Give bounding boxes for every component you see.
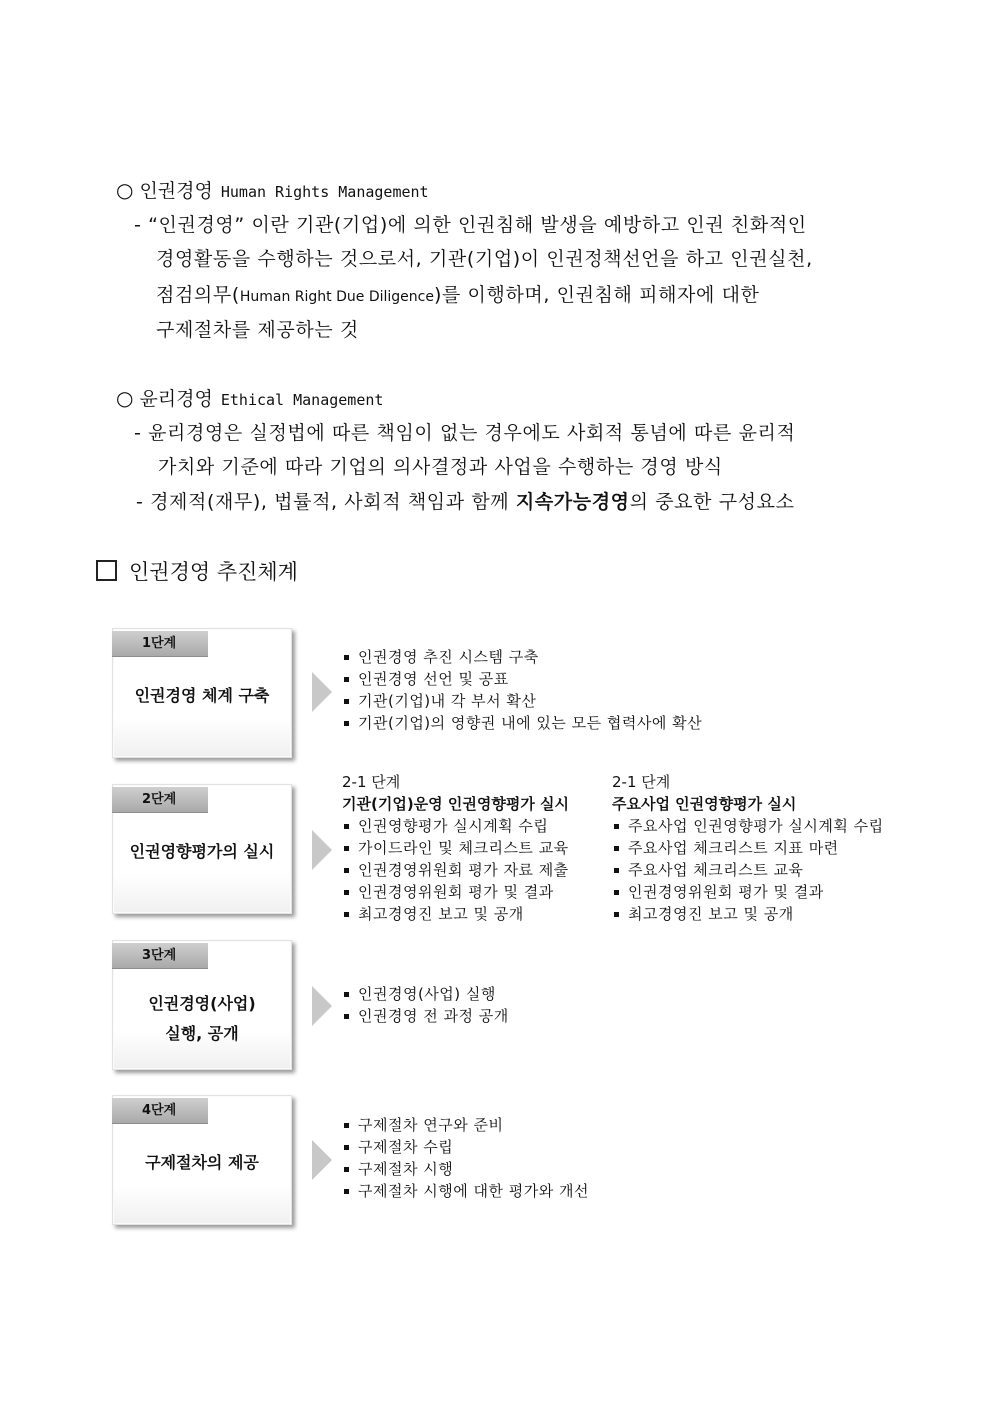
list-item: 주요사업 체크리스트 교육 [612,859,884,881]
stage-1-list [342,646,702,734]
chevron-right-icon [312,1140,332,1180]
stage-3-tag: 3단계 [112,943,208,969]
list-item: 주요사업 체크리스트 지표 마련 [612,837,884,859]
system-title: 인권경영 추진체계 [96,556,298,586]
stage-2-card [112,784,292,914]
checkbox-square-icon [96,560,117,581]
stage-2-left-step: 2-1 단계 [342,773,401,791]
ethical-heading-ko: 윤리경영 [139,388,213,410]
chevron-right-icon [312,672,332,712]
stage-2-right-list [612,815,884,925]
list-item: 최고경영진 보고 및 공개 [342,903,569,925]
stage-4-tag: 4단계 [112,1098,208,1124]
list-item: 인권경영(사업) 실행 [342,983,509,1005]
list-item: 구제절차 시행 [342,1158,589,1180]
stage-3-card [112,940,292,1070]
stage-4-card [112,1095,292,1225]
human-rights-line-4: 구제절차를 제공하는 것 [156,319,359,341]
list-item: 인권경영위원회 평가 자료 제출 [342,859,569,881]
ethical-line-1: - 윤리경영은 실정법에 따른 책임이 없는 경우에도 사회적 통념에 따른 윤리적 [134,422,796,444]
list-item: 주요사업 인권영향평가 실시계획 수립 [612,815,884,837]
ethical-heading [116,384,383,411]
human-rights-heading [116,176,429,203]
stage-3-list [342,983,509,1027]
human-rights-line-3: 점검의무(Human Right Due Diligence)를 이행하며, 인권침해 피해자에 대한 [156,284,760,306]
ethical-heading-en: Ethical Management [220,391,384,409]
list-item: 기관(기업)의 영향권 내에 있는 모든 협력사에 확산 [342,712,702,734]
human-rights-heading-ko: 인권경영 [139,180,213,202]
list-item: 구제절차 연구와 준비 [342,1114,589,1136]
stage-2-right-title: 주요사업 인권영향평가 실시 [612,795,797,813]
ethical-line-2: 가치와 기준에 따라 기업의 의사결정과 사업을 수행하는 경영 방식 [158,456,723,478]
list-item: 인권경영 추진 시스템 구축 [342,646,702,668]
stage-1-card [112,628,292,758]
stage-1-name: 인권경영 체계 구축 [134,686,270,705]
list-item: 인권영향평가 실시계획 수립 [342,815,569,837]
stage-4-name: 구제절차의 제공 [145,1153,259,1172]
list-item: 구제절차 시행에 대한 평가와 개선 [342,1180,589,1202]
stage-2-tag: 2단계 [112,787,208,813]
chevron-right-icon [312,986,332,1026]
circle-bullet-icon: ○ [116,178,134,202]
list-item: 가이드라인 및 체크리스트 교육 [342,837,569,859]
ethical-line-3: - 경제적(재무), 법률적, 사회적 책임과 함께 지속가능경영의 중요한 구성요소 [136,491,795,513]
human-rights-heading-en: Human Rights Management [220,183,429,201]
human-rights-line-2: 경영활동을 수행하는 것으로서, 기관(기업)이 인권정책선언을 하고 인권실천, [156,248,813,270]
list-item: 구제절차 수립 [342,1136,589,1158]
list-item: 인권경영위원회 평가 및 결과 [612,881,884,903]
stage-3-name: 인권경영(사업) 실행, 공개 [148,994,256,1043]
list-item: 인권경영 선언 및 공표 [342,668,702,690]
stage-2-right-step: 2-1 단계 [612,773,671,791]
stage-1-tag: 1단계 [112,631,208,657]
human-rights-line-1: - “인권경영” 이란 기관(기업)에 의한 인권침해 발생을 예방하고 인권 친화적인 [134,214,807,236]
stage-2-name: 인권영향평가의 실시 [129,842,275,861]
list-item: 인권경영위원회 평가 및 결과 [342,881,569,903]
stage-4-list [342,1114,589,1202]
circle-bullet-icon: ○ [116,386,134,410]
stage-2-left-list [342,815,569,925]
stage-2-left-title: 기관(기업)운영 인권영향평가 실시 [342,795,570,813]
list-item: 기관(기업)내 각 부서 확산 [342,690,702,712]
list-item: 인권경영 전 과정 공개 [342,1005,509,1027]
list-item: 최고경영진 보고 및 공개 [612,903,884,925]
chevron-right-icon [312,830,332,870]
